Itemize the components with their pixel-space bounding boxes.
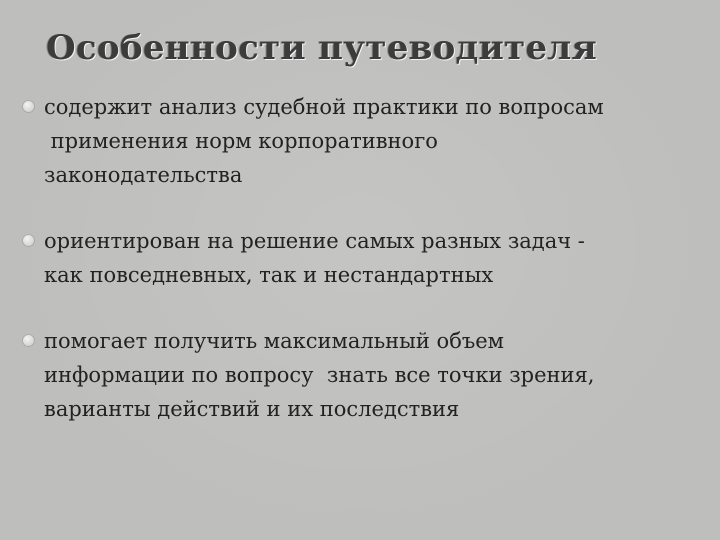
bullet-line: ориентирован на решение самых разных задач - <box>44 229 585 253</box>
bullet-item-3 <box>20 324 700 426</box>
bullet-item-2 <box>20 224 700 292</box>
bullet-line: информации по вопросу знать все точки зрения, <box>44 363 595 387</box>
bullet-line: содержит анализ судебной практики по вопросам <box>44 95 604 119</box>
slide-title: Особенности путеводителя <box>46 28 598 68</box>
bullet-line: как повседневных, так и нестандартных <box>44 263 494 287</box>
circle-bullet-icon <box>22 234 35 247</box>
bullet-list <box>20 90 700 426</box>
bullet-item-1 <box>20 90 700 192</box>
bullet-line: помогает получить максимальный объем <box>44 329 504 353</box>
bullet-line: варианты действий и их последствия <box>44 397 460 421</box>
circle-bullet-icon <box>22 334 35 347</box>
circle-bullet-icon <box>22 100 35 113</box>
bullet-line: применения норм корпоративного <box>44 129 438 153</box>
bullet-line: законодательства <box>44 163 243 187</box>
